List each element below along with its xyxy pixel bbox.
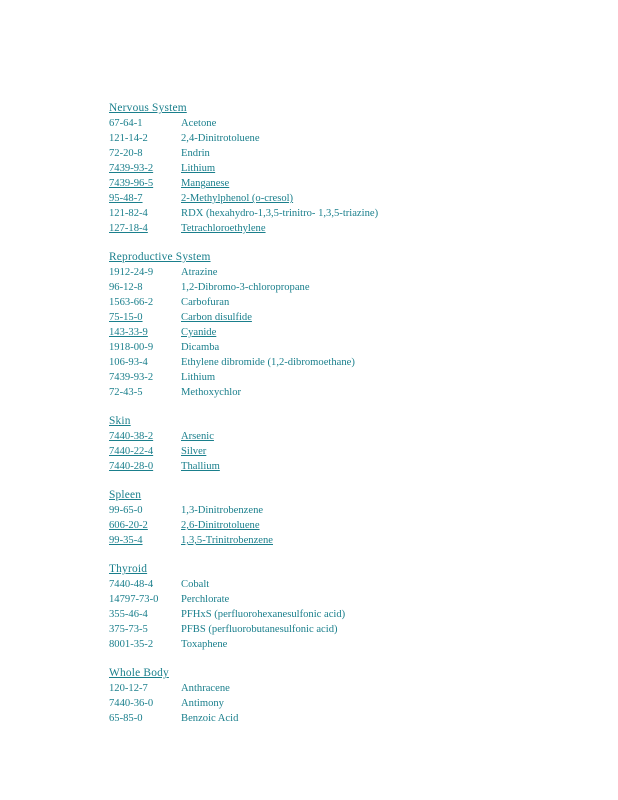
chemical-name: Carbofuran [181,297,230,308]
cas-number: 67-64-1 [109,118,143,129]
chemical-name: Anthracene [181,683,230,694]
chemical-name-link[interactable]: 1,3,5-Trinitrobenzene [181,535,273,546]
cas-number-link[interactable]: 95-48-7 [109,193,143,204]
chemical-name: 2,4-Dinitrotoluene [181,133,260,144]
cas-number-link[interactable]: 7440-28-0 [109,461,154,472]
chemical-name: Methoxychlor [181,387,242,398]
chemical-name: Antimony [181,698,224,709]
chemical-row [109,607,609,622]
chemical-row [109,385,609,400]
chemical-name-link[interactable]: Tetrachloroethylene [181,223,266,234]
chemical-name: Cobalt [181,579,210,590]
section-heading: Thyroid [109,563,148,575]
chemical-name: Lithium [181,372,216,383]
chemical-name: Ethylene dibromide (1,2-dibromoethane) [181,357,355,368]
cas-number: 1912-24-9 [109,267,154,278]
cas-number: 7440-36-0 [109,698,154,709]
cas-number-link[interactable]: 127-18-4 [109,223,148,234]
section-heading: Nervous System [109,102,187,114]
cas-number: 121-82-4 [109,208,148,219]
cas-number: 121-14-2 [109,133,148,144]
cas-number: 72-43-5 [109,387,143,398]
section [109,101,609,236]
chemical-name-link[interactable]: Manganese [181,178,230,189]
chemical-row [109,711,609,726]
cas-number-link[interactable]: 606-20-2 [109,520,148,531]
chemical-name-link[interactable]: Carbon disulfide [181,312,252,323]
chemical-row [109,370,609,385]
cas-number-link[interactable]: 7440-38-2 [109,431,154,442]
section [109,414,609,474]
chemical-row [109,265,609,280]
cas-number-link[interactable]: 143-33-9 [109,327,148,338]
chemical-row [109,681,609,696]
cas-number: 72-20-8 [109,148,143,159]
chemical-row [109,577,609,592]
chemical-row[interactable] [109,429,609,444]
chemical-row[interactable] [109,533,609,548]
chemical-row [109,340,609,355]
chemical-row[interactable] [109,444,609,459]
chemical-name-link[interactable]: Cyanide [181,327,217,338]
chemical-row[interactable] [109,176,609,191]
chemical-name-link[interactable]: Arsenic [181,431,214,442]
chemical-name-link[interactable]: Silver [181,446,207,457]
cas-number-link[interactable]: 7440-22-4 [109,446,154,457]
chemical-name: Benzoic Acid [181,713,239,724]
chemical-name-link[interactable]: Thallium [181,461,220,472]
cas-number: 1563-66-2 [109,297,154,308]
cas-number: 355-46-4 [109,609,148,620]
chemical-name: Toxaphene [181,639,228,650]
cas-number-link[interactable]: 75-15-0 [109,312,143,323]
chemical-row [109,206,609,221]
section-heading: Skin [109,415,131,427]
section-heading: Reproductive System [109,251,211,263]
chemical-row [109,280,609,295]
chemical-row [109,116,609,131]
chemical-name-link[interactable]: 2,6-Dinitrotoluene [181,520,260,531]
cas-number-link[interactable]: 7439-96-5 [109,178,154,189]
chemical-row [109,355,609,370]
cas-number: 375-73-5 [109,624,148,635]
chemical-name: RDX (hexahydro-1,3,5-trinitro- 1,3,5-triazine) [181,208,379,219]
cas-number: 7439-93-2 [109,372,154,383]
chemical-name: Perchlorate [181,594,230,605]
chemical-row[interactable] [109,325,609,340]
chemical-row[interactable] [109,191,609,206]
section [109,562,609,652]
cas-number: 14797-73-0 [109,594,159,605]
section-heading: Spleen [109,489,142,501]
chemical-name-link[interactable]: 2-Methylphenol (o-cresol) [181,193,294,204]
cas-number: 1918-00-9 [109,342,154,353]
section-heading: Whole Body [109,667,169,679]
chemical-row[interactable] [109,518,609,533]
section [109,250,609,400]
chemical-row[interactable] [109,459,609,474]
chemical-row[interactable] [109,310,609,325]
section [109,666,609,726]
chemical-name: Dicamba [181,342,220,353]
chemical-name: 1,2-Dibromo-3-chloropropane [181,282,310,293]
cas-number-link[interactable]: 99-35-4 [109,535,143,546]
chemical-row [109,592,609,607]
chemical-name: Acetone [181,118,217,129]
cas-number: 120-12-7 [109,683,148,694]
document-page [109,101,609,740]
cas-number: 8001-35-2 [109,639,154,650]
chemical-name-link[interactable]: Lithium [181,163,216,174]
cas-number-link[interactable]: 7439-93-2 [109,163,154,174]
chemical-row [109,131,609,146]
chemical-name: PFHxS (perfluorohexanesulfonic acid) [181,609,346,620]
chemical-row [109,503,609,518]
chemical-row [109,622,609,637]
cas-number: 65-85-0 [109,713,143,724]
chemical-row [109,146,609,161]
cas-number: 7440-48-4 [109,579,154,590]
chemical-row [109,637,609,652]
chemical-row[interactable] [109,221,609,236]
chemical-row[interactable] [109,161,609,176]
chemical-name: PFBS (perfluorobutanesulfonic acid) [181,624,338,635]
chemical-row [109,295,609,310]
chemical-name: 1,3-Dinitrobenzene [181,505,264,516]
cas-number: 106-93-4 [109,357,148,368]
chemical-row [109,696,609,711]
chemical-name: Endrin [181,148,210,159]
cas-number: 96-12-8 [109,282,143,293]
cas-number: 99-65-0 [109,505,143,516]
chemical-name: Atrazine [181,267,218,278]
section [109,488,609,548]
